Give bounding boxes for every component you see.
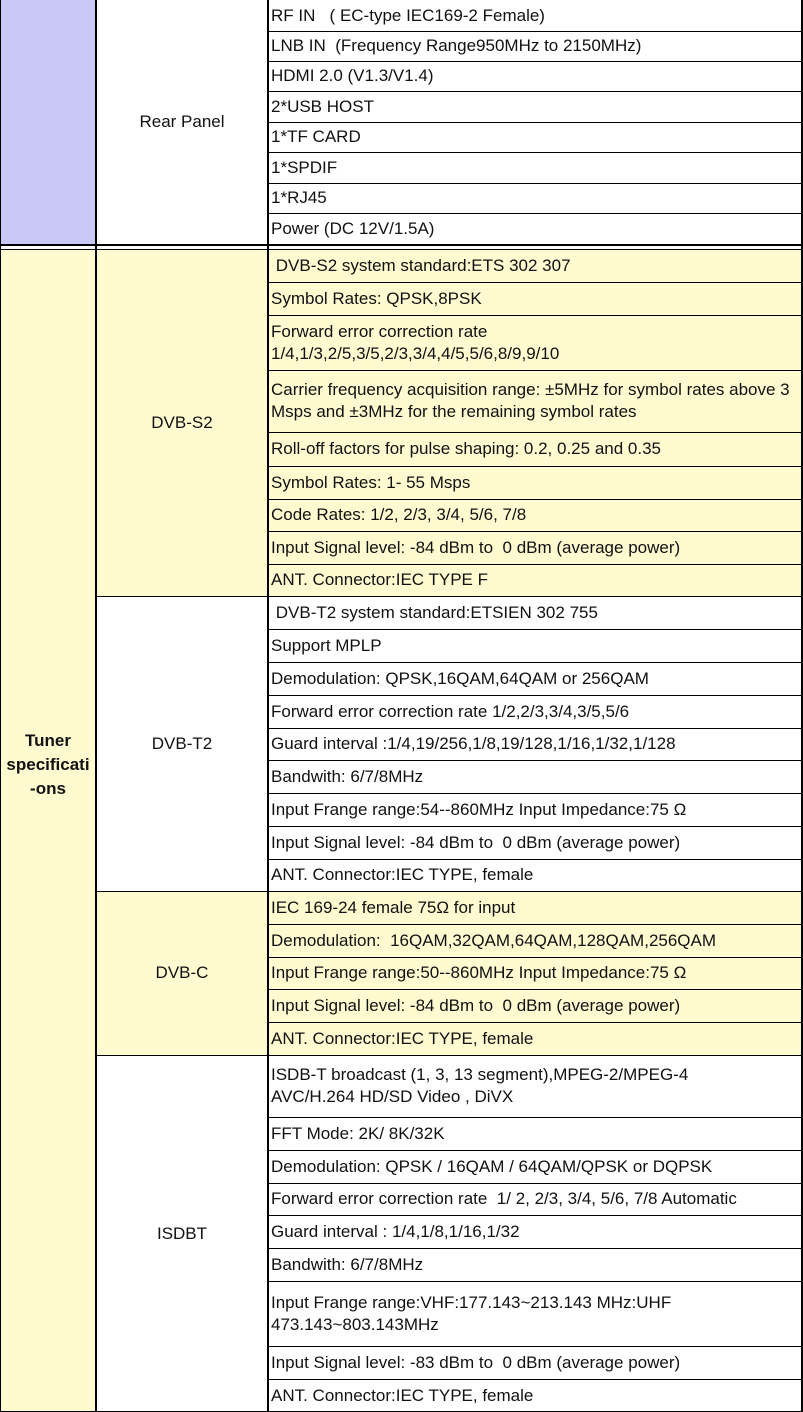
dvb-c-row: Input Frange range:50--860MHz Input Impedance:75 Ω: [268, 957, 803, 989]
grid-line: [268, 924, 803, 925]
grid-line: [268, 826, 803, 827]
isdbt-row: ANT. Connector:IEC TYPE, female: [271, 1385, 534, 1405]
grid-line: [0, 0, 1, 1412]
rear-panel-row: 1*TF CARD: [271, 127, 361, 147]
dvb-s2-label: DVB-S2: [96, 250, 268, 596]
isdbt-row: Guard interval : 1/4,1/8,1/16,1/32: [271, 1221, 520, 1241]
dvb-t2-row: Demodulation: QPSK,16QAM,64QAM or 256QAM: [271, 668, 649, 688]
dvb-t2-row: DVB-T2 system standard:ETSIEN 302 755: [271, 602, 598, 622]
isdbt-row: Bandwith: 6/7/8MHz: [271, 1254, 424, 1274]
grid-line: [268, 31, 803, 32]
grid-line: [268, 564, 803, 565]
rear-panel-row: Power (DC 12V/1.5A): [271, 218, 435, 238]
dvb-t2-row: Guard interval :1/4,19/256,1/8,19/128,1/16,1/32,1/128: [271, 734, 676, 754]
grid-line: [268, 315, 803, 316]
dvb-c-label: DVB-C: [96, 891, 268, 1055]
rear-panel-row: RF IN ( EC-type IEC169-2 Female): [271, 5, 545, 25]
grid-line: [268, 728, 803, 729]
tuner-category-label: Tuner specificati -ons: [6, 731, 90, 798]
dvb-t2-row: Input Signal level: -84 dBm to 0 dBm (average power): [271, 832, 681, 852]
grid-line: [0, 244, 803, 246]
grid-line: [268, 793, 803, 794]
isdbt-row: Input Frange range:VHF:177.143~213.143 MHz:UHF 473.143~803.143MHz: [271, 1292, 672, 1334]
rear-panel-row: HDMI 2.0 (V1.3/V1.4): [271, 66, 434, 86]
isdbt-row: Demodulation: QPSK / 16QAM / 64QAM/QPSK or DQPSK: [271, 1156, 713, 1176]
grid-line: [95, 0, 97, 1412]
grid-line: [268, 531, 803, 532]
dvb-s2-row: Carrier frequency acquisition range: ±5MHz for symbol rates above 3 Msps and ±3MHz for the remaining symbol rates: [268, 370, 803, 432]
grid-line: [268, 662, 803, 663]
grid-line: [268, 989, 803, 990]
rear-panel-row: 1*RJ45: [271, 188, 327, 208]
dvb-c-row: ANT. Connector:IEC TYPE, female: [268, 1022, 803, 1055]
dvb-t2-row: Input Frange range:54--860MHz Input Impedance:75 Ω: [271, 799, 687, 819]
grid-line: [268, 432, 803, 433]
dvb-t2-row: ANT. Connector:IEC TYPE, female: [271, 865, 534, 885]
rear-panel-row: LNB IN (Frequency Range950MHz to 2150MHz): [271, 36, 642, 56]
rear-panel-row: 2*USB HOST: [271, 96, 374, 116]
rear-panel-row: 1*SPDIF: [271, 157, 338, 177]
dvb-t2-row: Forward error correction rate 1/2,2/3,3/4,3/5,5/6: [271, 701, 630, 721]
dvb-s2-row: Code Rates: 1/2, 2/3, 3/4, 5/6, 7/8: [268, 499, 803, 531]
tuner-category-cell: [0, 250, 96, 1412]
grid-line: [268, 282, 803, 283]
dvb-s2-row: Roll-off factors for pulse shaping: 0.2, 0.25 and 0.35: [268, 432, 803, 466]
grid-line: [0, 249, 803, 250]
grid-line: [268, 370, 803, 371]
dvb-s2-row: Forward error correction rate 1/4,1/3,2/5,3/5,2/3,3/4,4/5,5/6,8/9,9/10: [268, 315, 803, 370]
rear-panel-category-cell: [0, 0, 96, 244]
grid-line: [268, 1117, 803, 1118]
dvb-t2-row: Bandwith: 6/7/8MHz: [271, 766, 424, 786]
isdbt-label: ISDBT: [96, 1055, 268, 1412]
grid-line: [268, 695, 803, 696]
dvb-s2-row: Input Signal level: -84 dBm to 0 dBm (average power): [268, 531, 803, 564]
grid-line: [268, 499, 803, 500]
grid-line: [268, 61, 803, 62]
grid-line: [268, 1281, 803, 1282]
grid-line: [268, 152, 803, 153]
rear-panel-label: Rear Panel: [96, 0, 268, 244]
dvb-s2-row: Symbol Rates: QPSK,8PSK: [268, 282, 803, 315]
dvb-c-row: IEC 169-24 female 75Ω for input: [268, 891, 803, 924]
dvb-t2-label: DVB-T2: [96, 596, 268, 891]
grid-line: [268, 1150, 803, 1151]
grid-line: [96, 1055, 803, 1056]
grid-line: [268, 1248, 803, 1249]
grid-line: [268, 1215, 803, 1216]
grid-line: [268, 1022, 803, 1023]
grid-line: [267, 0, 269, 1412]
grid-line: [268, 629, 803, 630]
dvb-t2-row: Support MPLP: [271, 635, 382, 655]
grid-line: [268, 91, 803, 92]
dvb-c-row: Input Signal level: -84 dBm to 0 dBm (average power): [268, 989, 803, 1022]
grid-line: [268, 1183, 803, 1184]
isdbt-row: Input Signal level: -83 dBm to 0 dBm (average power): [271, 1352, 681, 1372]
grid-line: [96, 891, 803, 892]
grid-line: [268, 859, 803, 860]
dvb-c-row: Demodulation: 16QAM,32QAM,64QAM,128QAM,256QAM: [268, 924, 803, 957]
grid-line: [268, 466, 803, 467]
grid-line: [96, 596, 803, 597]
grid-line: [268, 122, 803, 123]
dvb-s2-row: Symbol Rates: 1- 55 Msps: [268, 466, 803, 499]
grid-line: [268, 957, 803, 958]
grid-line: [268, 760, 803, 761]
dvb-s2-row: ANT. Connector:IEC TYPE F: [268, 564, 803, 596]
isdbt-row: ISDB-T broadcast (1, 3, 13 segment),MPEG-2/MPEG-4 AVC/H.264 HD/SD Video , DiVX: [271, 1065, 689, 1106]
grid-line: [268, 1346, 803, 1347]
grid-line: [268, 213, 803, 214]
dvb-s2-row: DVB-S2 system standard:ETS 302 307: [268, 250, 803, 282]
grid-line: [268, 1379, 803, 1380]
grid-line: [268, 183, 803, 184]
isdbt-row: FFT Mode: 2K/ 8K/32K: [271, 1123, 445, 1143]
isdbt-row: Forward error correction rate 1/ 2, 2/3, 3/4, 5/6, 7/8 Automatic: [271, 1189, 737, 1209]
